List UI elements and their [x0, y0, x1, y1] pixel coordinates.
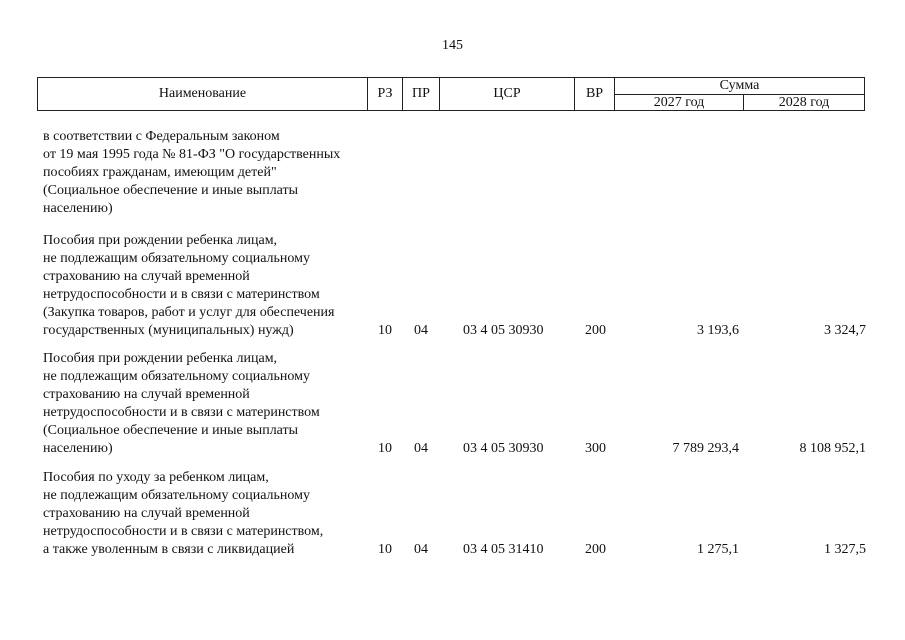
- row-name-line: населению): [43, 201, 113, 216]
- row-name-line: не подлежащим обязательному социальному: [43, 488, 311, 503]
- header-rz: РЗ: [368, 78, 403, 110]
- row-name-line: (Социальное обеспечение и иные выплаты: [43, 423, 299, 438]
- row-name-line: нетрудоспособности и в связи с материнством: [43, 287, 320, 302]
- row-values: [0, 322, 905, 340]
- cell-pr: 04: [414, 441, 428, 456]
- header-sum: Сумма: [615, 78, 864, 95]
- row-name-line: Пособия при рождении ребенка лицам,: [43, 351, 278, 366]
- row-name-line: государственных (муниципальных) нужд): [43, 323, 294, 338]
- row-name: [43, 128, 373, 218]
- row-name-line: от 19 мая 1995 года № 81-ФЗ "О государственных: [43, 147, 341, 162]
- row-name-line: а также уволенным в связи с ликвидацией: [43, 542, 295, 557]
- row-name-line: в соответствии с Федеральным законом: [43, 129, 280, 144]
- cell-amount-2028: 3 324,7: [824, 323, 866, 338]
- header-pr: ПР: [403, 78, 440, 110]
- row-values: [0, 440, 905, 458]
- cell-amount-2028: 8 108 952,1: [799, 441, 866, 456]
- cell-amount-2027: 1 275,1: [697, 542, 739, 557]
- row-name-line: Пособия при рождении ребенка лицам,: [43, 233, 278, 248]
- row-name-line: страхованию на случай временной: [43, 269, 250, 284]
- table-header: [37, 77, 865, 111]
- row-values: [0, 541, 905, 559]
- cell-pr: 04: [414, 542, 428, 557]
- header-csr: ЦСР: [440, 78, 575, 110]
- cell-vr: 300: [585, 441, 606, 456]
- cell-vr: 200: [585, 323, 606, 338]
- header-year-2028: 2028 год: [778, 95, 830, 110]
- cell-rz: 10: [378, 323, 392, 338]
- page-number: 145: [442, 38, 463, 53]
- header-vr: ВР: [575, 78, 615, 110]
- row-name-line: нетрудоспособности и в связи с материнством,: [43, 524, 324, 539]
- cell-csr: 03 4 05 30930: [463, 441, 544, 456]
- row-name-line: населению): [43, 441, 113, 456]
- header-name: Наименование: [38, 78, 368, 110]
- cell-rz: 10: [378, 542, 392, 557]
- row-name-line: (Закупка товаров, работ и услуг для обеспечения: [43, 305, 335, 320]
- cell-pr: 04: [414, 323, 428, 338]
- cell-csr: 03 4 05 31410: [463, 542, 544, 557]
- row-name-line: Пособия по уходу за ребенком лицам,: [43, 470, 269, 485]
- cell-vr: 200: [585, 542, 606, 557]
- cell-amount-2027: 3 193,6: [697, 323, 739, 338]
- row-name-line: страхованию на случай временной: [43, 506, 250, 521]
- row-name-line: не подлежащим обязательному социальному: [43, 251, 311, 266]
- row-name-line: пособиях гражданам, имеющим детей": [43, 165, 277, 180]
- cell-amount-2028: 1 327,5: [824, 542, 866, 557]
- row-name-line: нетрудоспособности и в связи с материнством: [43, 405, 320, 420]
- cell-rz: 10: [378, 441, 392, 456]
- row-name-line: (Социальное обеспечение и иные выплаты: [43, 183, 299, 198]
- row-name-line: не подлежащим обязательному социальному: [43, 369, 311, 384]
- row-name-line: страхованию на случай временной: [43, 387, 250, 402]
- cell-csr: 03 4 05 30930: [463, 323, 544, 338]
- header-year-2027: 2027 год: [615, 95, 744, 110]
- cell-amount-2027: 7 789 293,4: [672, 441, 739, 456]
